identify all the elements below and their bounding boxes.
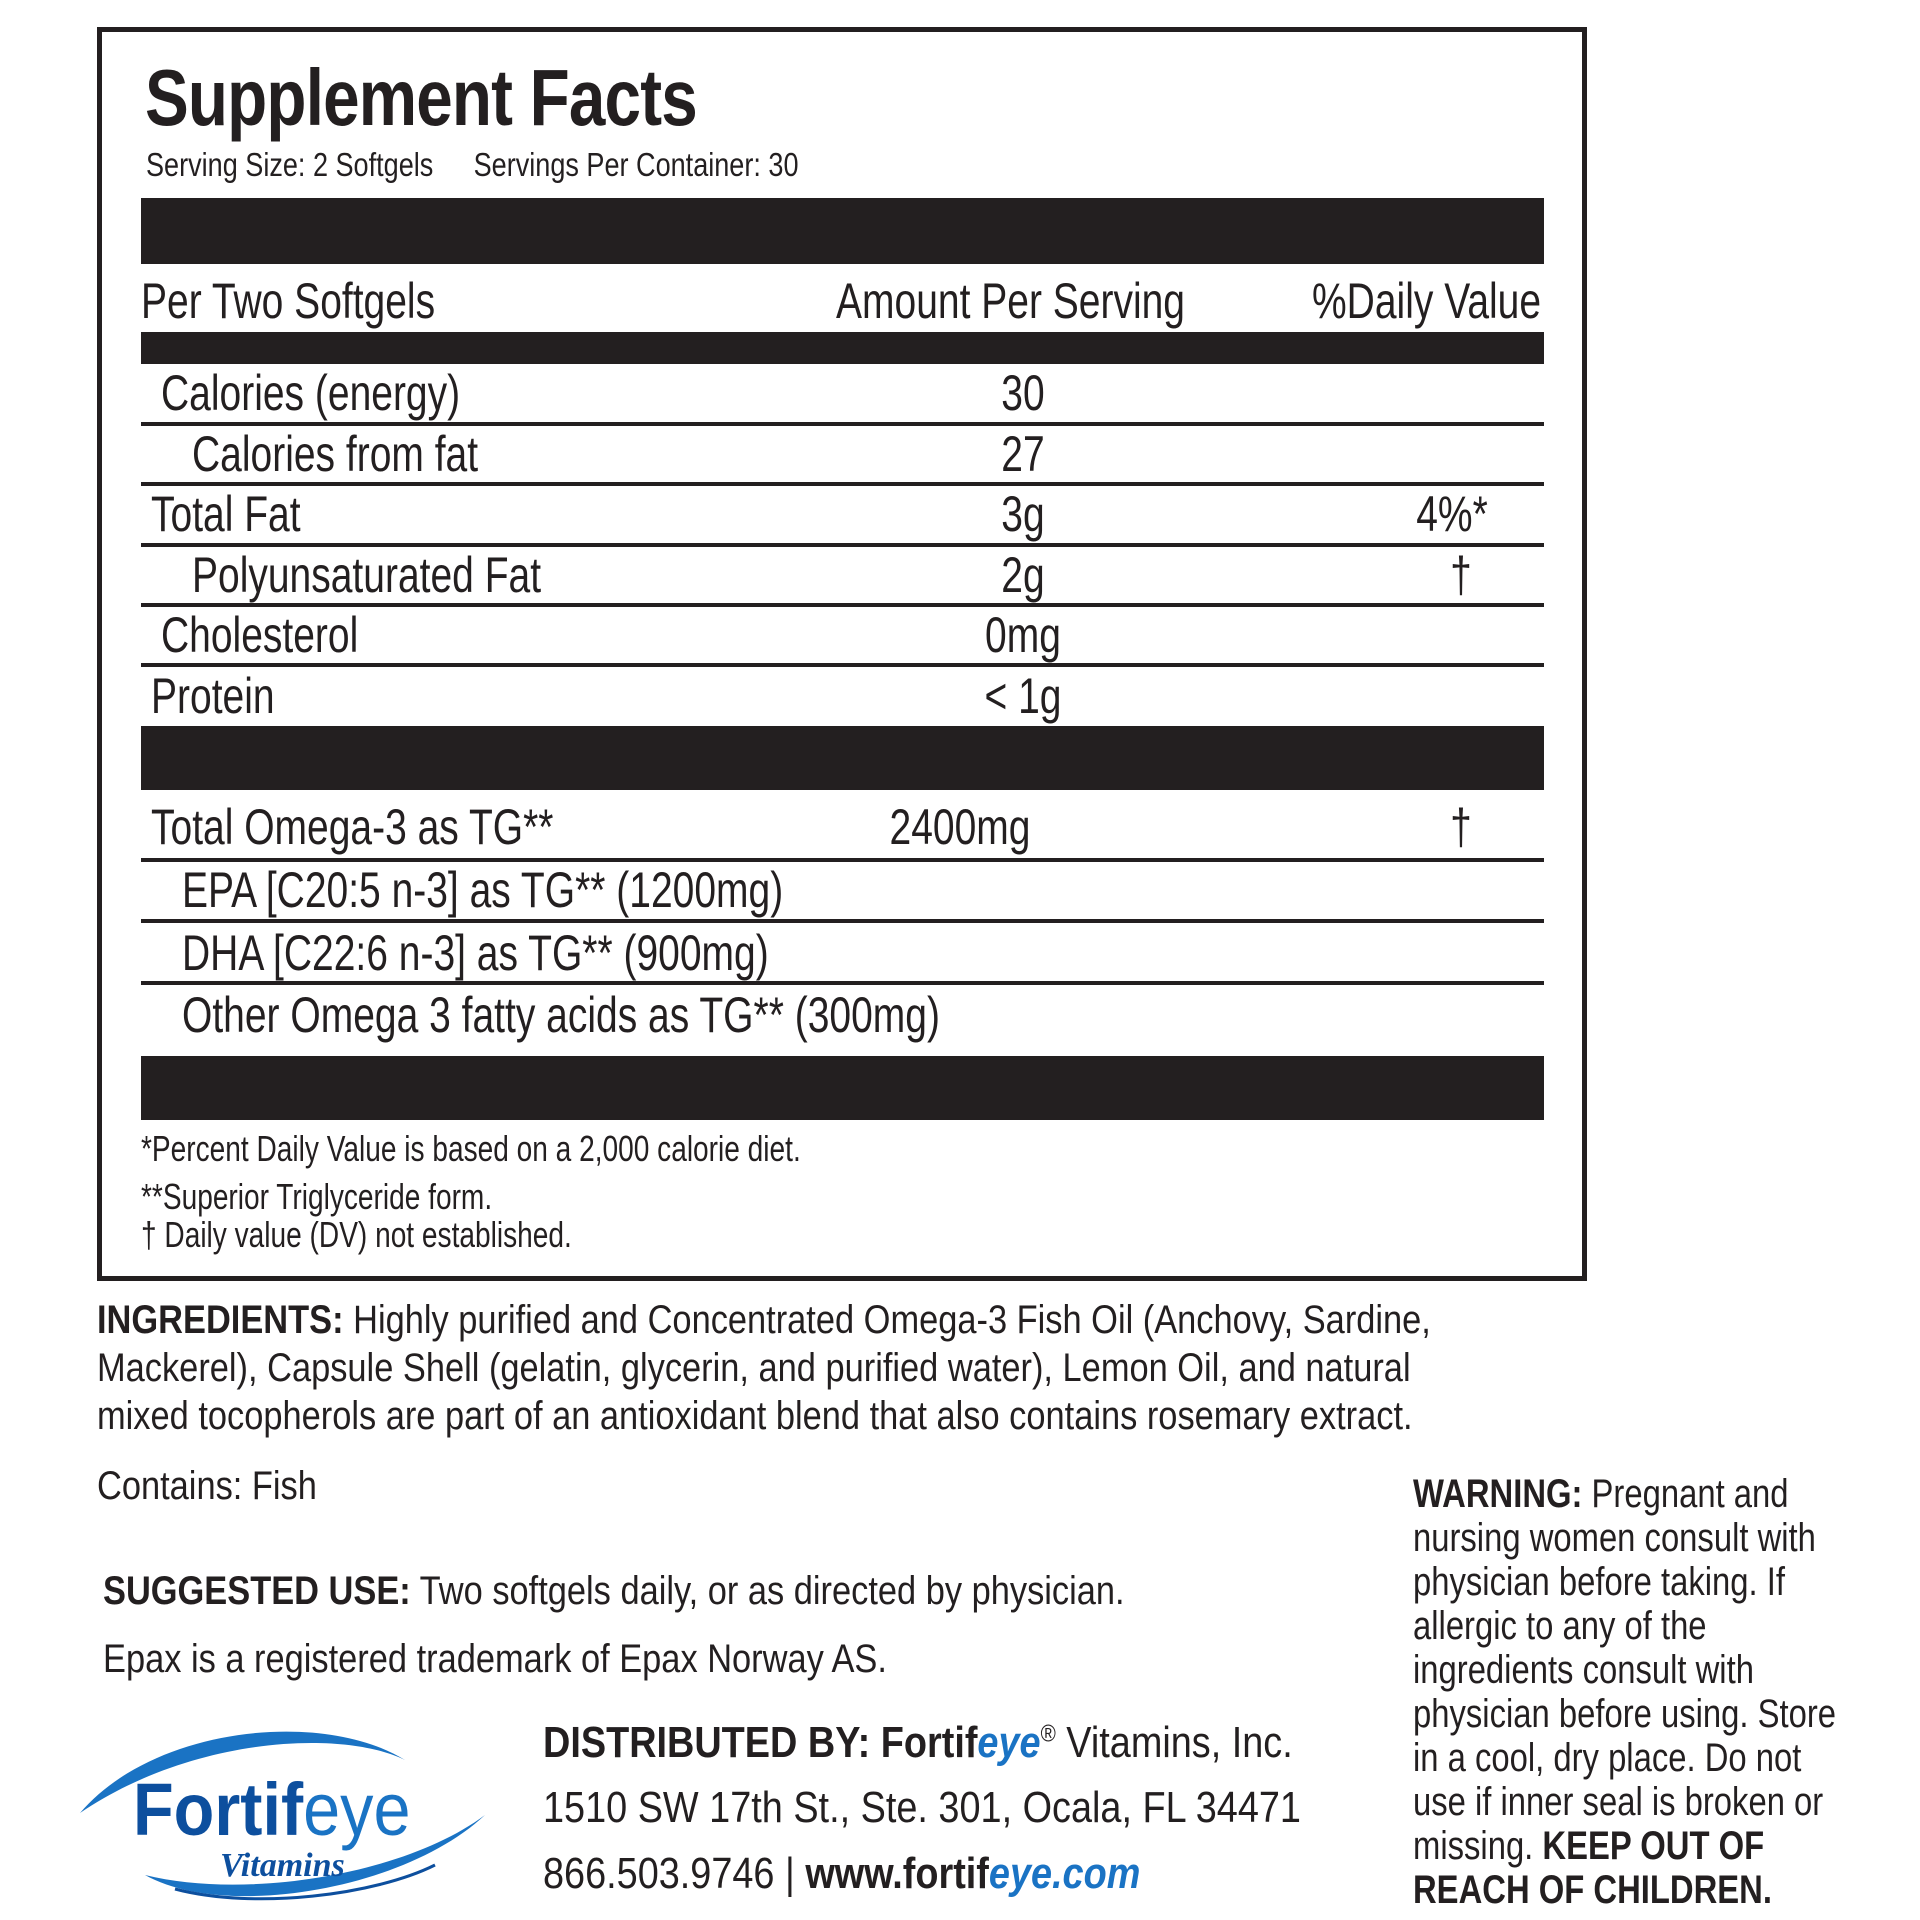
row-label: Cholesterol	[161, 607, 359, 663]
fortifeye-logo	[75, 1705, 505, 1910]
row-divider	[141, 919, 1544, 923]
row-amount: 2g	[1001, 547, 1045, 603]
warning-block	[1413, 1472, 1839, 1912]
row-label: Polyunsaturated Fat	[192, 547, 542, 603]
omega-row-label: Other Omega 3 fatty acids as TG** (300mg)	[182, 987, 940, 1043]
header-bar	[141, 198, 1544, 264]
distributor-company: Vitamins, Inc.	[1055, 1718, 1293, 1767]
website-link-a[interactable]: www.fortif	[805, 1849, 989, 1898]
ingredients-line: mixed tocopherols are part of an antioxidant blend that also contains rosemary extract.	[97, 1394, 1413, 1438]
column-header-amount: Amount Per Serving	[836, 273, 1186, 329]
serving-info	[146, 146, 799, 184]
row-amount: < 1g	[984, 668, 1062, 724]
suggested-use	[103, 1567, 1125, 1615]
row-label: Protein	[151, 668, 275, 724]
row-label: Total Fat	[151, 486, 301, 542]
row-daily-value: †	[1450, 547, 1472, 603]
row-label: Calories from fat	[192, 426, 479, 482]
row-amount: 30	[1001, 365, 1045, 421]
supplement-facts-title: Supplement Facts	[145, 53, 697, 142]
column-header-per-two-softgels: Per Two Softgels	[141, 273, 436, 329]
trademark-notice: Epax is a registered trademark of Epax Norway AS.	[103, 1637, 887, 1681]
logo-word-a: Fortif	[133, 1768, 304, 1851]
ingredients-label: INGREDIENTS:	[97, 1298, 344, 1342]
omega-row-label: Total Omega-3 as TG**	[151, 799, 554, 855]
omega-row-label: EPA [C20:5 n-3] as TG** (1200mg)	[182, 862, 784, 918]
logo-word-b: eye	[303, 1768, 411, 1851]
warning-text: Pregnant and nursing women consult with physician before taking. If allergic to any of the ingredients consult with physician before using. Store in a cool, dry place. Do not use if inner seal is broken or missing.	[1413, 1472, 1837, 1868]
suggested-use-text: Two softgels daily, or as directed by physician.	[410, 1569, 1125, 1613]
distributor-label: DISTRIBUTED BY:	[543, 1718, 871, 1767]
row-divider	[141, 663, 1544, 667]
distributor-brand-a: Fortif	[880, 1718, 978, 1767]
footnote: *Percent Daily Value is based on a 2,000 calorie diet.	[141, 1128, 801, 1169]
row-amount: 27	[1001, 426, 1045, 482]
distributor-phone: 866.503.9746	[543, 1849, 775, 1898]
footnote: **Superior Triglyceride form.	[141, 1176, 493, 1217]
suggested-use-label: SUGGESTED USE:	[103, 1569, 411, 1613]
warning-emphasis: KEEP OUT OF REACH OF CHILDREN.	[1413, 1824, 1772, 1912]
footnote: † Daily value (DV) not established.	[141, 1214, 572, 1255]
logo-wordmark	[133, 1767, 411, 1852]
servings-per-container: Servings Per Container: 30	[473, 146, 799, 183]
row-amount: 3g	[1001, 486, 1045, 542]
row-amount: 0mg	[985, 607, 1061, 663]
row-daily-value: 4%*	[1416, 486, 1488, 542]
ingredients-line: Mackerel), Capsule Shell (gelatin, glycerin, and purified water), Lemon Oil, and natural	[97, 1346, 1411, 1390]
ingredients-line	[97, 1296, 1431, 1344]
distributor-contact	[543, 1849, 1140, 1899]
omega-row-amount: 2400mg	[889, 799, 1031, 855]
logo-subtitle: Vitamins	[220, 1847, 345, 1884]
distributor-line	[543, 1718, 1293, 1768]
website-link-b[interactable]: eye.com	[988, 1849, 1141, 1898]
distributor-brand-b: eye	[977, 1718, 1041, 1767]
registered-mark: ®	[1040, 1720, 1056, 1748]
contact-separator: |	[774, 1849, 806, 1898]
distributor-address: 1510 SW 17th St., Ste. 301, Ocala, FL 34471	[543, 1783, 1301, 1832]
ingredients-text: Highly purified and Concentrated Omega-3 Fish Oil (Anchovy, Sardine,	[343, 1298, 1431, 1342]
column-header-daily-value: %Daily Value	[1312, 273, 1542, 329]
section-bar	[141, 726, 1544, 790]
row-divider	[141, 482, 1544, 486]
column-header-bar	[141, 332, 1544, 364]
contains-allergen: Contains: Fish	[97, 1464, 317, 1508]
footer-bar	[141, 1056, 1544, 1120]
serving-size: Serving Size: 2 Softgels	[146, 146, 434, 183]
omega-row-label: DHA [C22:6 n-3] as TG** (900mg)	[182, 925, 769, 981]
omega-row-daily-value: †	[1450, 799, 1472, 855]
row-label: Calories (energy)	[161, 365, 461, 421]
row-divider	[141, 981, 1544, 985]
warning-label: WARNING:	[1413, 1472, 1583, 1516]
